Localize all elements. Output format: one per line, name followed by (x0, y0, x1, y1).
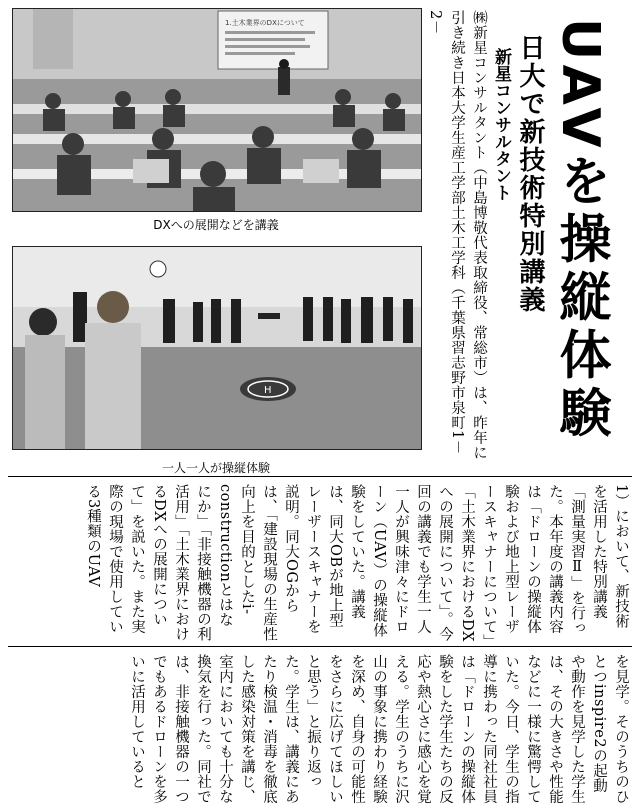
slide-title: 1.土木業界のDXについて (225, 19, 305, 27)
tier-divider (8, 646, 632, 647)
photo1-caption: DXへの展開などを講義 (153, 218, 279, 232)
drone-photo (12, 246, 422, 450)
lecture-photo (12, 8, 422, 212)
svg-text:H: H (264, 385, 272, 396)
organization-name: 新星コンサルタント (491, 48, 511, 201)
photo2-caption: 一人一人が操縦体験 (161, 461, 270, 475)
lecture-photo-image (13, 9, 421, 211)
subheadline: 日大で新技術特別講義 (515, 34, 545, 314)
tier-divider (8, 476, 632, 477)
article-body-middle: 1）において、新技術を活用した特別講義「測量実習Ⅱ」を行った。本年度の講義内容は「ドローンの操縦体験および地上型レーザースキャナーについて」「土木業界におけるDXへの展開について」。今回の講義でも学生一人一人が興味津々にドローン（UAV）の操縦体験をしていた。講義は、同大OBが地上型レーザースキャナーを説明。同大OGからは、「建設現場の生産性向上を目的としたi‐constructionとはなにか」「非接触機器の利活用」「土木業界におけるDXへの展開について」を説いた。また実際の現場で使用している3種類のUAV (85, 484, 629, 642)
drone-photo-image (13, 247, 421, 449)
headline: UAVを操縦体験 (550, 18, 610, 444)
article-body-lower: を見学。そのうちのひとつinspire2の起動や動作を見学した学生は、その大きさや性能などに一様に驚愕していた。今日、学生の指導に携わった同社社員は「ドローンの操縦体験をした学生たちの反応や熱心さに感心を覚える。学生のうちに沢山の事象に携わり経験を深め、自身の可能性をさらに広げてほしいと思う」と振り返った。学生は、講義にあたり検温・消毒を徹底した感染対策を講じ、室内においても十分な換気を行った。同社では、非接触機器の一つでもあるドローンを多いに活用していると (129, 654, 629, 804)
article-body-upper: ㈱新星コンサルタント（中島博敬代表取締役、常総市）は、昨年に引き続き日本大学生産工学部土木工学科（千葉県習志野市泉町1－2－ (427, 10, 487, 460)
